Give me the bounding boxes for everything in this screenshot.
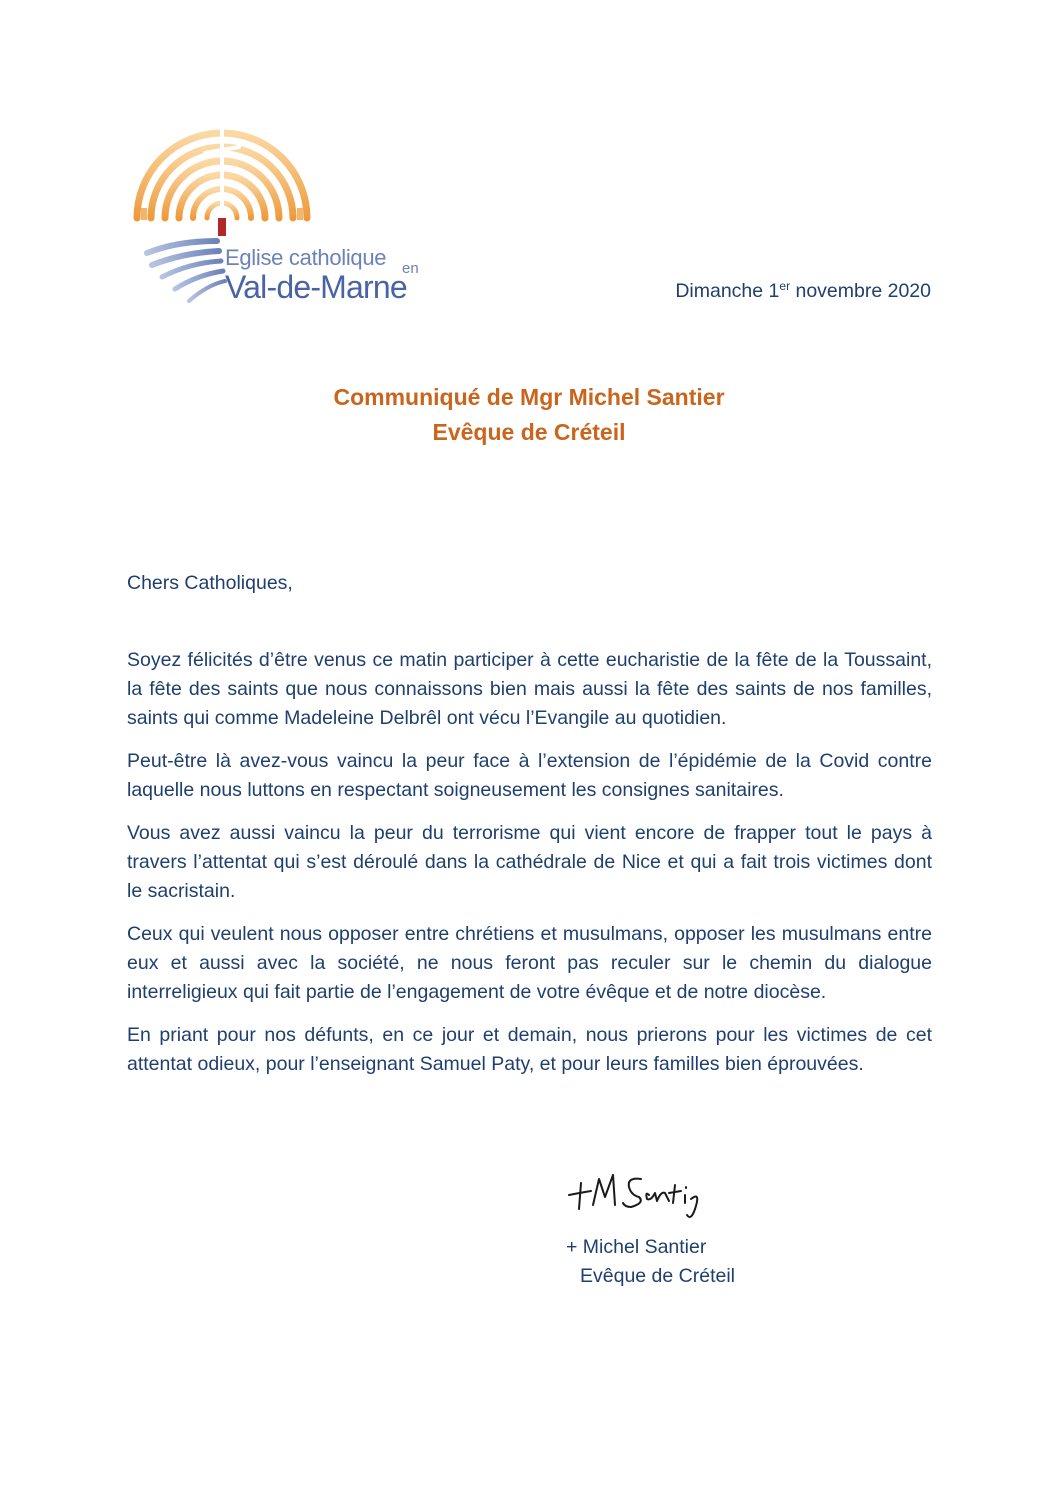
- signatory-role: Evêque de Créteil: [580, 1265, 736, 1287]
- date-superscript: er: [779, 279, 791, 293]
- diocese-logo: [127, 113, 430, 323]
- document-subtitle: Evêque de Créteil: [432, 419, 626, 445]
- body-paragraph: Vous avez aussi vaincu la peur du terrorisme qui vient encore de frapper tout le pays à travers l’attentat qui s’est déroulé dans la cathédrale de Nice et qui a fait trois victimes dont le sacristain.: [127, 822, 932, 902]
- letter-date: [675, 280, 931, 303]
- logo-line-1: Eglise catholique: [225, 245, 387, 270]
- signatory-name: + Michel Santier: [566, 1236, 707, 1258]
- date-prefix: Dimanche 1: [675, 280, 780, 302]
- body-paragraph: En priant pour nos défunts, en ce jour et demain, nous prierons pour les victimes de cet attentat odieux, pour l’enseignant Samuel Paty, et pour leurs familles bien éprouvées.: [127, 1024, 932, 1075]
- body-paragraph: Soyez félicités d’être venus ce matin participer à cette eucharistie de la fête de la Toussaint, la fête des saints que nous connaissons bien mais aussi la fête des saints de nos familles, saints qui comme Madeleine Delbrêl ont vécu l’Evangile au quotidien.: [127, 649, 932, 729]
- body-paragraph: Ceux qui veulent nous opposer entre chrétiens et musulmans, opposer les musulmans entre eux et aussi avec la société, ne nous feront pas reculer sur le chemin du dialogue interreligieux qui fait partie de l’engagement de votre évêque et de notre diocèse.: [127, 923, 932, 1003]
- body-paragraph: Peut-être là avez-vous vaincu la peur face à l’extension de l’épidémie de la Covid contre laquelle nous luttons en respectant soigneusement les consignes sanitaires.: [127, 750, 932, 801]
- letter-body: [127, 646, 932, 1093]
- salutation: Chers Catholiques,: [127, 572, 293, 594]
- handwritten-signature: [565, 1165, 725, 1230]
- logo-line-3: Val-de-Marne: [225, 269, 407, 305]
- date-suffix: novembre 2020: [790, 280, 931, 302]
- logo-line-2: en: [402, 260, 419, 277]
- document-title: Communiqué de Mgr Michel Santier: [333, 384, 725, 410]
